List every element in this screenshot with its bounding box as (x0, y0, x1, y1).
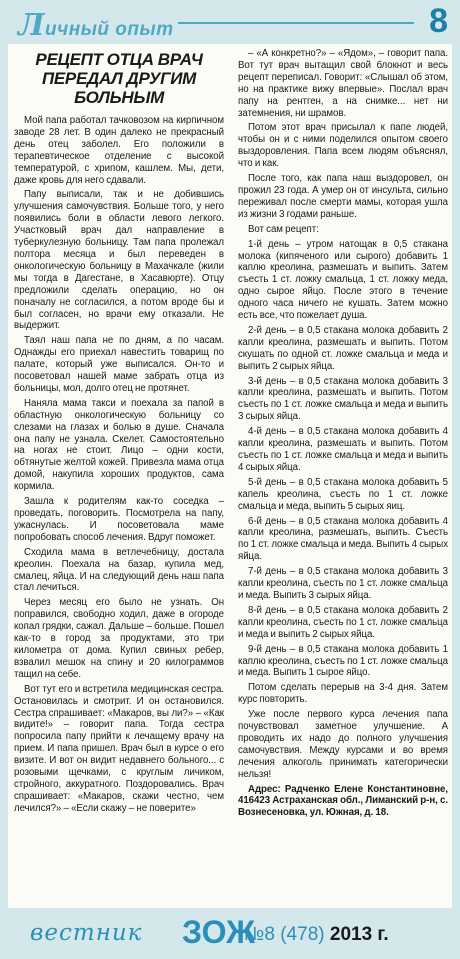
page-footer (0, 908, 460, 959)
paragraph: Мой папа работал тачковозом на кирпичном заводе 28 лет. В один далеко не прекрасный день отец заболел. Его положили в терапевтическое отделение с высокой температурой, с хрипом, кашлем. Мы, дети, даже кровь для него сдавали. (14, 115, 224, 186)
issue-number: №8 (478) (244, 924, 325, 945)
paragraph: После того, как папа наш выздоровел, он прожил 23 года. А умер он от инсульта, сильно переживал после смерти мамы, которая ушла из жизни 3 годами раньше. (238, 173, 448, 220)
rubric-initial: Л (18, 8, 46, 43)
paragraph: Сходила мама в ветлечебницу, достала креолин. Поехала на базар, купила мед, смалец, яйца. И на следующий день наш папа стал лечиться. (14, 546, 224, 594)
recipe-step: 7-й день – в 0,5 стакана молока добавить 3 капли креолина, съесть по 1 ст. ложке смальца и меда. Выпить 3 сырых яйца. (238, 566, 448, 601)
paragraph: Потом этот врач присылал к папе людей, чтобы он и с ними поделился опытом своего выздоровления. Папа всем людям объяснял, что и как. (238, 122, 448, 170)
page-header (0, 0, 460, 44)
recipe-step: 6-й день – в 0,5 стакана молока добавить 4 капли креолина, размешать, выпить. Съесть по 1 ст. ложке смальца и меда. Выпить 4 сырых яйца. (238, 515, 449, 563)
recipe-step: 5-й день – в 0,5 стакана молока добавить 5 капель креолина, съесть по 1 ст. ложке смальца и меда, выпить 5 сырых яиц. (238, 476, 448, 512)
recipe-step: 4-й день – в 0,5 стакана молока добавить 4 капли креолина, размешать и выпить. Потом съесть по 1 ст. ложке смальца и меда и выпить 4 сырых яйца. (238, 426, 448, 473)
right-column (238, 48, 448, 822)
recipe-step: 8-й день – в 0,5 стакана молока добавить 2 капли креолина, съесть по 1 ст. ложке смальца и меда и выпить 2 сырых яйца. (238, 604, 448, 640)
recipe-step: 2-й день – в 0,5 стакана молока добавить 2 капли креолина, размешать и выпить. Потом скушать по одной ст. ложке смальца и меда и выпить 2 сырых яйца. (238, 324, 448, 372)
paragraph: Потом сделать перерыв на 3-4 дня. Затем курс повторить. (238, 682, 448, 706)
recipe-step: 9-й день – в 0,5 стакана молока добавить 1 каплю креолина, съесть по 1 ст. ложке смальца и меда. Выпить 1 сырое яйцо. (238, 643, 448, 679)
section-rubric (18, 8, 174, 43)
author-address: Адрес: Радченко Елене Константиновне, 416423 Астраханская обл., Лиманский р-н, с. Вознесеновка, ул. Южная, д. 18. (238, 783, 448, 819)
paragraph: Вот сам рецепт: (248, 223, 319, 235)
page-number: 8 (429, 2, 448, 40)
left-column (14, 48, 224, 818)
paragraph: – «А конкретно?» – «Ядом», – говорит папа. Вот тут врач вытащил свой блокнот и весь рецепт переписал. Говорит: «Слышал об этом, но на практике вижу впервые». Послал врач папу на рентген, а на снимке... нет ни затемнения, ни шрамов. (238, 48, 448, 119)
paragraph: Таял наш папа не по дням, а по часам. Однажды его приехал навестить товарищ по палате, который уже выписался. Он-то и посоветовал нашей маме забрать отца из больницы, мол, долго отец не протянет. (14, 335, 224, 394)
rubric-text: ичный опыт (45, 19, 174, 40)
paragraph: Уже после первого курса лечения папа почувствовал заметное улучшение. А проводить их надо до полного улучшения самочувствия. Между курсами и во время лечения алкоголь принимать категорически нельзя! (238, 709, 448, 780)
paragraph: Зашла к родителям как-то соседка – проведать, поговорить. Посмотрела на папу, ужаснулась. И посоветовала маме попробовать способ лечения. Вдруг поможет. (14, 496, 224, 543)
paragraph: Вот тут его и встретила медицинская сестра. Остановилась и смотрит. И он остановился. Сестра спрашивает: «Макаров, вы ли?» – «Как видите!» – говорит папа. Тогда сестра попросила папу прийти к лечащему врачу на прием. И папа пришел. Врач был в курсе о его визите. И вот он видит недавнего больного... с розовыми щечками, с круглым личиком, стройного, аккуратного. Поздоровались. Врач спрашивает: «Макаров, скажи честно, чем лечился?» – «Если скажу – не поверите» (14, 683, 224, 814)
issue-year: 2013 г. (329, 924, 389, 945)
magazine-brand-zozh: ЗОЖ (182, 914, 256, 950)
paragraph: Через месяц его было не узнать. Он поправился, свободно ходил, даже в огороде копал грядки, сажал. Дальше – больше. Пошел как-то в город за продуктами, это три километра от дома. Купил свиных ребер, взвалил мешок на спину и 20 килограммов тащил на себе. (14, 597, 224, 680)
recipe-step: 1-й день – утром натощак в 0,5 стакана молока (кипяченого или сырого) добавить 1 каплю креолина, размешать и выпить. Затем съесть 1 ст. ложку смальца, 1 ст. ложку меда, одно сырое яйцо. После этого в течение одного часа ничего не кушать. Затем можно есть все, что пожелает душа. (238, 238, 448, 322)
magazine-brand: вестник (30, 920, 143, 946)
paragraph: Наняла мама такси и поехала за папой в областную онкологическую больницу со слезами на глазах и болью в душе. Сначала она папу не узнала. Скелет. Самостоятельно на ногах не стоит. Лицо – одни кости, обтянутые желтой кожей. Привезла мама отца домой, накупила хороших продуктов, сама кормила. (14, 397, 224, 493)
paragraph: Папу выписали, так и не добившись улучшения самочувствия. Больше того, у него появились боли в области левого легкого. Участковый врач дал направление в туберкулезную больницу. Там папа пролежал полтора месяца и был переведен в онкологическую больницу в Махачкале (жили мы тогда в Дагестане, в Хасавюрте). Отцу предложили сделать операцию, но он поначалу не согласился, а потом вроде бы и был согласен, но врачи ему отказали. Не выдержит. (14, 189, 224, 332)
article-sheet (8, 44, 452, 908)
recipe-step: 3-й день – в 0,5 стакана молока добавить 3 капли креолина, размешать и выпить. Потом съесть по 1 ст. ложке смальца и меда и выпить 3 сырых яйца. (238, 375, 448, 423)
header-rule (178, 22, 414, 24)
article-title: РЕЦЕПТ ОТЦА ВРАЧ ПЕРЕДАЛ ДРУГИМ БОЛЬНЫМ (35, 50, 203, 107)
issue-info (244, 924, 389, 946)
